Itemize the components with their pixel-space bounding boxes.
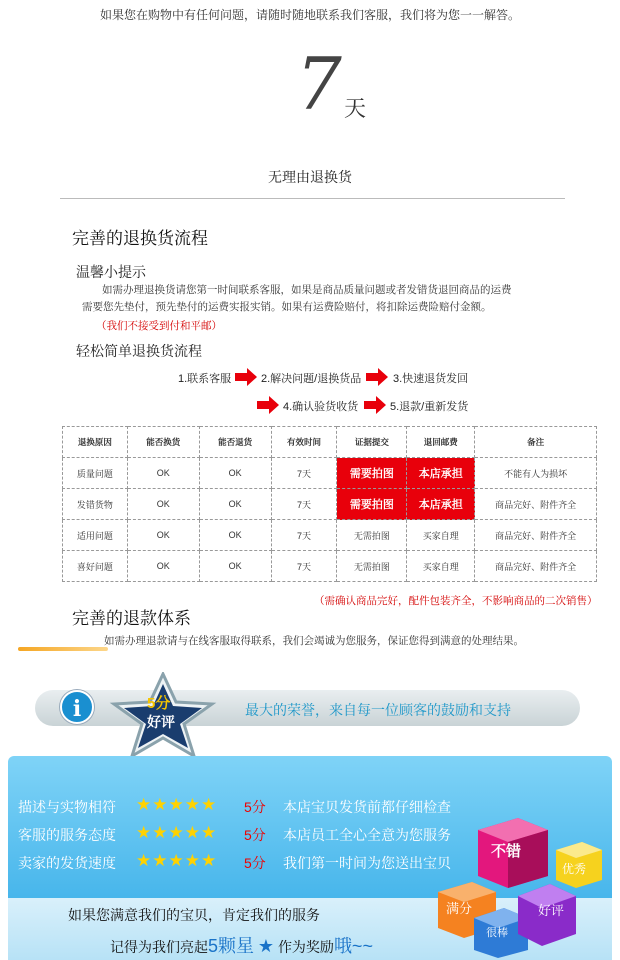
- table-cell: OK: [127, 520, 199, 551]
- tip-line-1: 如需办理退换货请您第一时间联系客服，如果是商品质量问题或者发错货退回商品的运费: [102, 284, 512, 296]
- table-cell: 7天: [271, 458, 337, 489]
- table-cell: 7天: [271, 489, 337, 520]
- table-row: [63, 489, 597, 520]
- hero-days-number: 7: [296, 42, 342, 126]
- arrow-right-icon: [364, 396, 386, 414]
- info-icon: i: [60, 690, 94, 724]
- table-header-row: [63, 427, 597, 458]
- flow-step-3: 3.快速退货发回: [393, 373, 469, 385]
- flow-step-1: 1.联系客服: [178, 373, 232, 385]
- flow-step-4: 4.确认验货收货: [283, 401, 359, 413]
- table-cell: 7天: [271, 520, 337, 551]
- contact-note: 如果您在购物中有任何问题，请随时随地联系我们客服，我们将为您一一解答。: [99, 8, 520, 22]
- badge-label: 好评: [147, 714, 175, 730]
- praise-cubes-icon: [438, 800, 608, 958]
- cube-label: 满分: [446, 901, 473, 916]
- arrow-right-icon: [235, 368, 257, 386]
- simple-flow-title: 轻松简单退换货流程: [76, 343, 202, 359]
- table-header-cell: 退回邮费: [407, 427, 475, 458]
- rating-description: 本店员工全心全意为您服务: [283, 827, 451, 843]
- table-cell-highlight: 需要拍图: [337, 489, 407, 520]
- rating-score: 5分: [244, 827, 266, 843]
- tip-line-2: 需要您先垫付，预先垫付的运费实报实销。如果有运费险赔付，将扣除运费险赔付金额。: [82, 301, 492, 313]
- table-row: [63, 458, 597, 489]
- table-cell: 商品完好、附件齐全: [475, 551, 597, 582]
- hero-subtitle: 无理由退换货: [268, 169, 352, 185]
- table-header-cell: 能否换货: [127, 427, 199, 458]
- arrow-right-icon: [257, 396, 279, 414]
- refund-section-title: 完善的退款体系: [72, 609, 191, 628]
- table-cell: 买家自理: [407, 520, 475, 551]
- table-cell-highlight: 本店承担: [407, 489, 475, 520]
- table-header-cell: 退换原因: [63, 427, 128, 458]
- table-row: [63, 551, 597, 582]
- rating-score: 5分: [244, 799, 266, 815]
- tip-title: 温馨小提示: [76, 264, 146, 280]
- table-cell: 质量问题: [63, 458, 128, 489]
- tip-note: （我们不接受到付和平邮）: [96, 320, 222, 332]
- table-header-cell: 能否退货: [199, 427, 271, 458]
- table-cell: 发错货物: [63, 489, 128, 520]
- table-cell: 无需拍图: [337, 520, 407, 551]
- cube-label: 好评: [538, 903, 565, 918]
- table-cell: 适用问题: [63, 520, 128, 551]
- rating-stars: ★★★★★: [136, 823, 218, 842]
- table-cell-highlight: 需要拍图: [337, 458, 407, 489]
- final-text-end: 哦~~: [333, 936, 373, 956]
- rating-label: 描述与实物相符: [18, 799, 116, 815]
- hero-days-unit: 天: [344, 96, 367, 121]
- rating-stars: ★★★★★: [136, 795, 218, 814]
- rating-description: 我们第一时间为您送出宝贝: [283, 855, 451, 871]
- arrow-right-icon: [366, 368, 388, 386]
- badge-score: 5分: [147, 695, 171, 712]
- table-cell: 商品完好、附件齐全: [475, 520, 597, 551]
- cube-label: 很棒: [486, 927, 508, 939]
- table-cell: 无需拍图: [337, 551, 407, 582]
- five-stars-highlight: 5颗星: [208, 936, 255, 956]
- cube-label: 优秀: [562, 862, 587, 876]
- rating-score: 5分: [244, 855, 266, 871]
- table-cell: OK: [199, 551, 271, 582]
- flow-section-title: 完善的退换货流程: [72, 229, 208, 248]
- table-cell: 不能有人为损坏: [475, 458, 597, 489]
- table-cell-highlight: 本店承担: [407, 458, 475, 489]
- section-underline: [18, 647, 108, 651]
- refund-description: 如需办理退款请与在线客服取得联系，我们会竭诚为您服务，保证您得到满意的处理结果。: [104, 635, 524, 647]
- table-note: （需确认商品完好，配件包装齐全，不影响商品的二次销售）: [314, 595, 598, 607]
- table-cell: OK: [199, 458, 271, 489]
- table-cell: OK: [127, 551, 199, 582]
- rating-description: 本店宝贝发货前都仔细检查: [283, 799, 451, 815]
- table-header-cell: 备注: [475, 427, 597, 458]
- banner-text: 最大的荣誉，来自每一位顾客的鼓励和支持: [245, 702, 511, 718]
- flow-step-5: 5.退款/重新发货: [390, 401, 469, 413]
- table-header-cell: 有效时间: [271, 427, 337, 458]
- rating-stars: ★★★★★: [136, 851, 218, 870]
- table-cell: OK: [127, 489, 199, 520]
- table-header-cell: 证据提交: [337, 427, 407, 458]
- table-cell: 喜好问题: [63, 551, 128, 582]
- star-icon: ★: [257, 936, 275, 956]
- final-message-line-2: [110, 932, 373, 958]
- final-text: 记得为我们亮起: [110, 939, 208, 955]
- table-cell: 买家自理: [407, 551, 475, 582]
- table-row: [63, 520, 597, 551]
- table-cell: 7天: [271, 551, 337, 582]
- table-cell: OK: [127, 458, 199, 489]
- final-text: 作为奖励: [277, 939, 334, 955]
- final-message-line-1: 如果您满意我们的宝贝，肯定我们的服务: [68, 907, 320, 923]
- flow-step-2: 2.解决问题/退换货品: [261, 373, 362, 385]
- table-cell: OK: [199, 489, 271, 520]
- table-cell: OK: [199, 520, 271, 551]
- rating-label: 客服的服务态度: [18, 827, 116, 843]
- hero-divider: [60, 198, 565, 199]
- cube-label: 不错: [491, 843, 522, 860]
- table-cell: 商品完好、附件齐全: [475, 489, 597, 520]
- rating-label: 卖家的发货速度: [18, 855, 116, 871]
- return-policy-table: [62, 426, 597, 582]
